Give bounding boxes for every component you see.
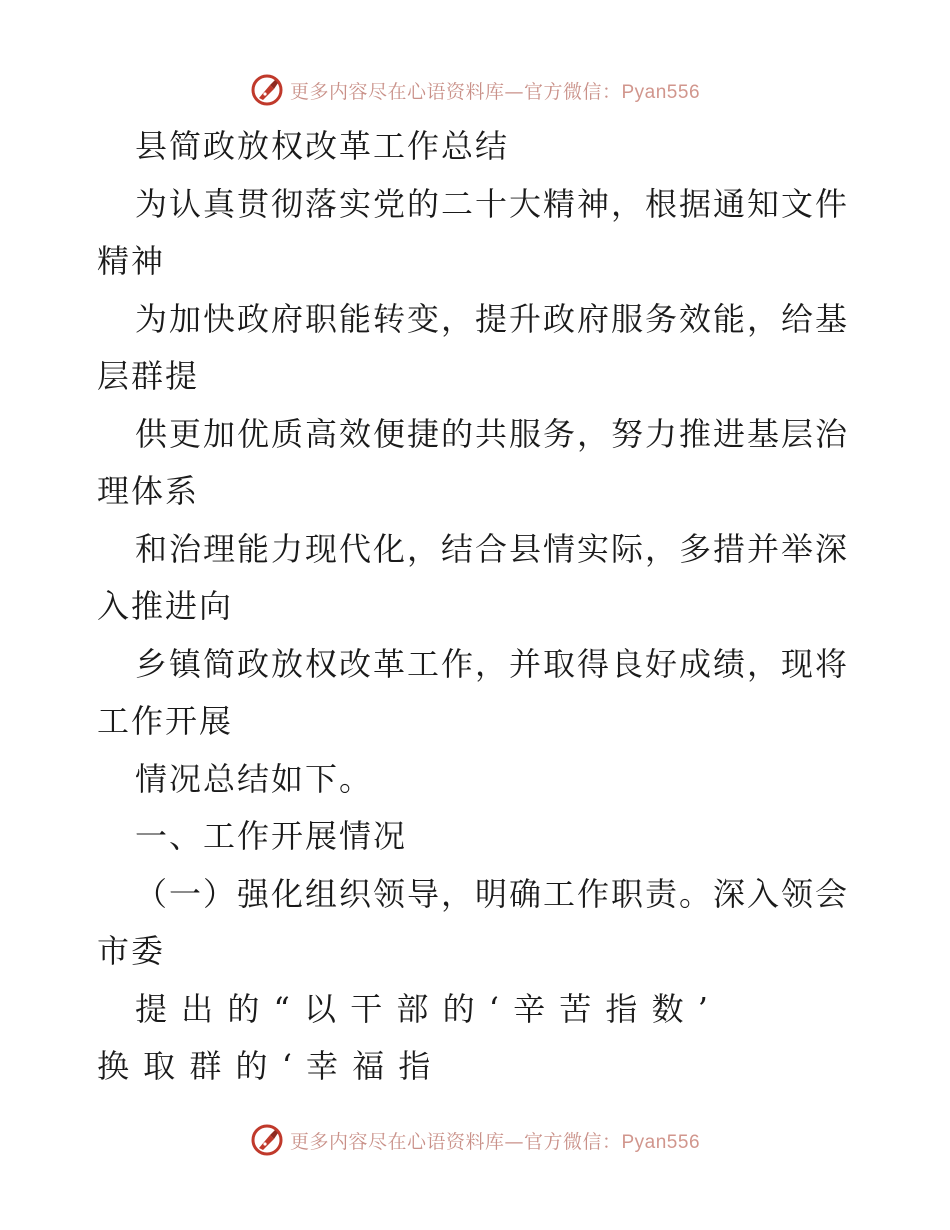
pen-logo-icon xyxy=(250,1123,284,1157)
paragraph-line: 理体系 xyxy=(97,472,200,510)
document-title: 县简政放权改革工作总结 xyxy=(135,127,510,165)
watermark-text: 更多内容尽在心语资料库—官方微信：Pyan556 xyxy=(289,80,701,103)
paragraph-line: 和治理能力现代化，结合县情实际，多措并举深 xyxy=(135,529,850,568)
paragraph-line: 为加快政府职能转变，提升政府服务效能，给基 xyxy=(135,299,850,338)
paragraph-line: 工作开展 xyxy=(97,702,234,740)
paragraph-line: （一）强化组织领导，明确工作职责。深入领会 xyxy=(135,874,850,913)
paragraph-line: 为认真贯彻落实党的二十大精神，根据通知文件 xyxy=(135,184,850,223)
paragraph-line: 精神 xyxy=(97,242,166,280)
paragraph-line: 层群提 xyxy=(97,357,200,395)
watermark-header xyxy=(0,70,950,110)
paragraph-line: 供更加优质高效便捷的共服务，努力推进基层治 xyxy=(135,414,850,453)
paragraph-line: 乡镇简政放权改革工作，并取得良好成绩，现将 xyxy=(135,644,850,683)
paragraph-line: 入推进向 xyxy=(97,587,234,625)
document-body xyxy=(97,118,857,1096)
paragraph-line: 提 出 的 “ 以 干 部 的 ‘ 辛 苦 指 数 ’ xyxy=(135,989,710,1028)
paragraph-line: 情况总结如下。 xyxy=(135,759,374,798)
paragraph-line: 换 取 群 的 ‘ 幸 福 指 xyxy=(97,1047,433,1085)
watermark-footer xyxy=(0,1120,950,1160)
pen-logo-icon xyxy=(250,73,284,107)
paragraph-line: 市委 xyxy=(97,932,166,970)
watermark-text: 更多内容尽在心语资料库—官方微信：Pyan556 xyxy=(289,1130,701,1153)
section-heading: 一、工作开展情况 xyxy=(135,817,408,855)
